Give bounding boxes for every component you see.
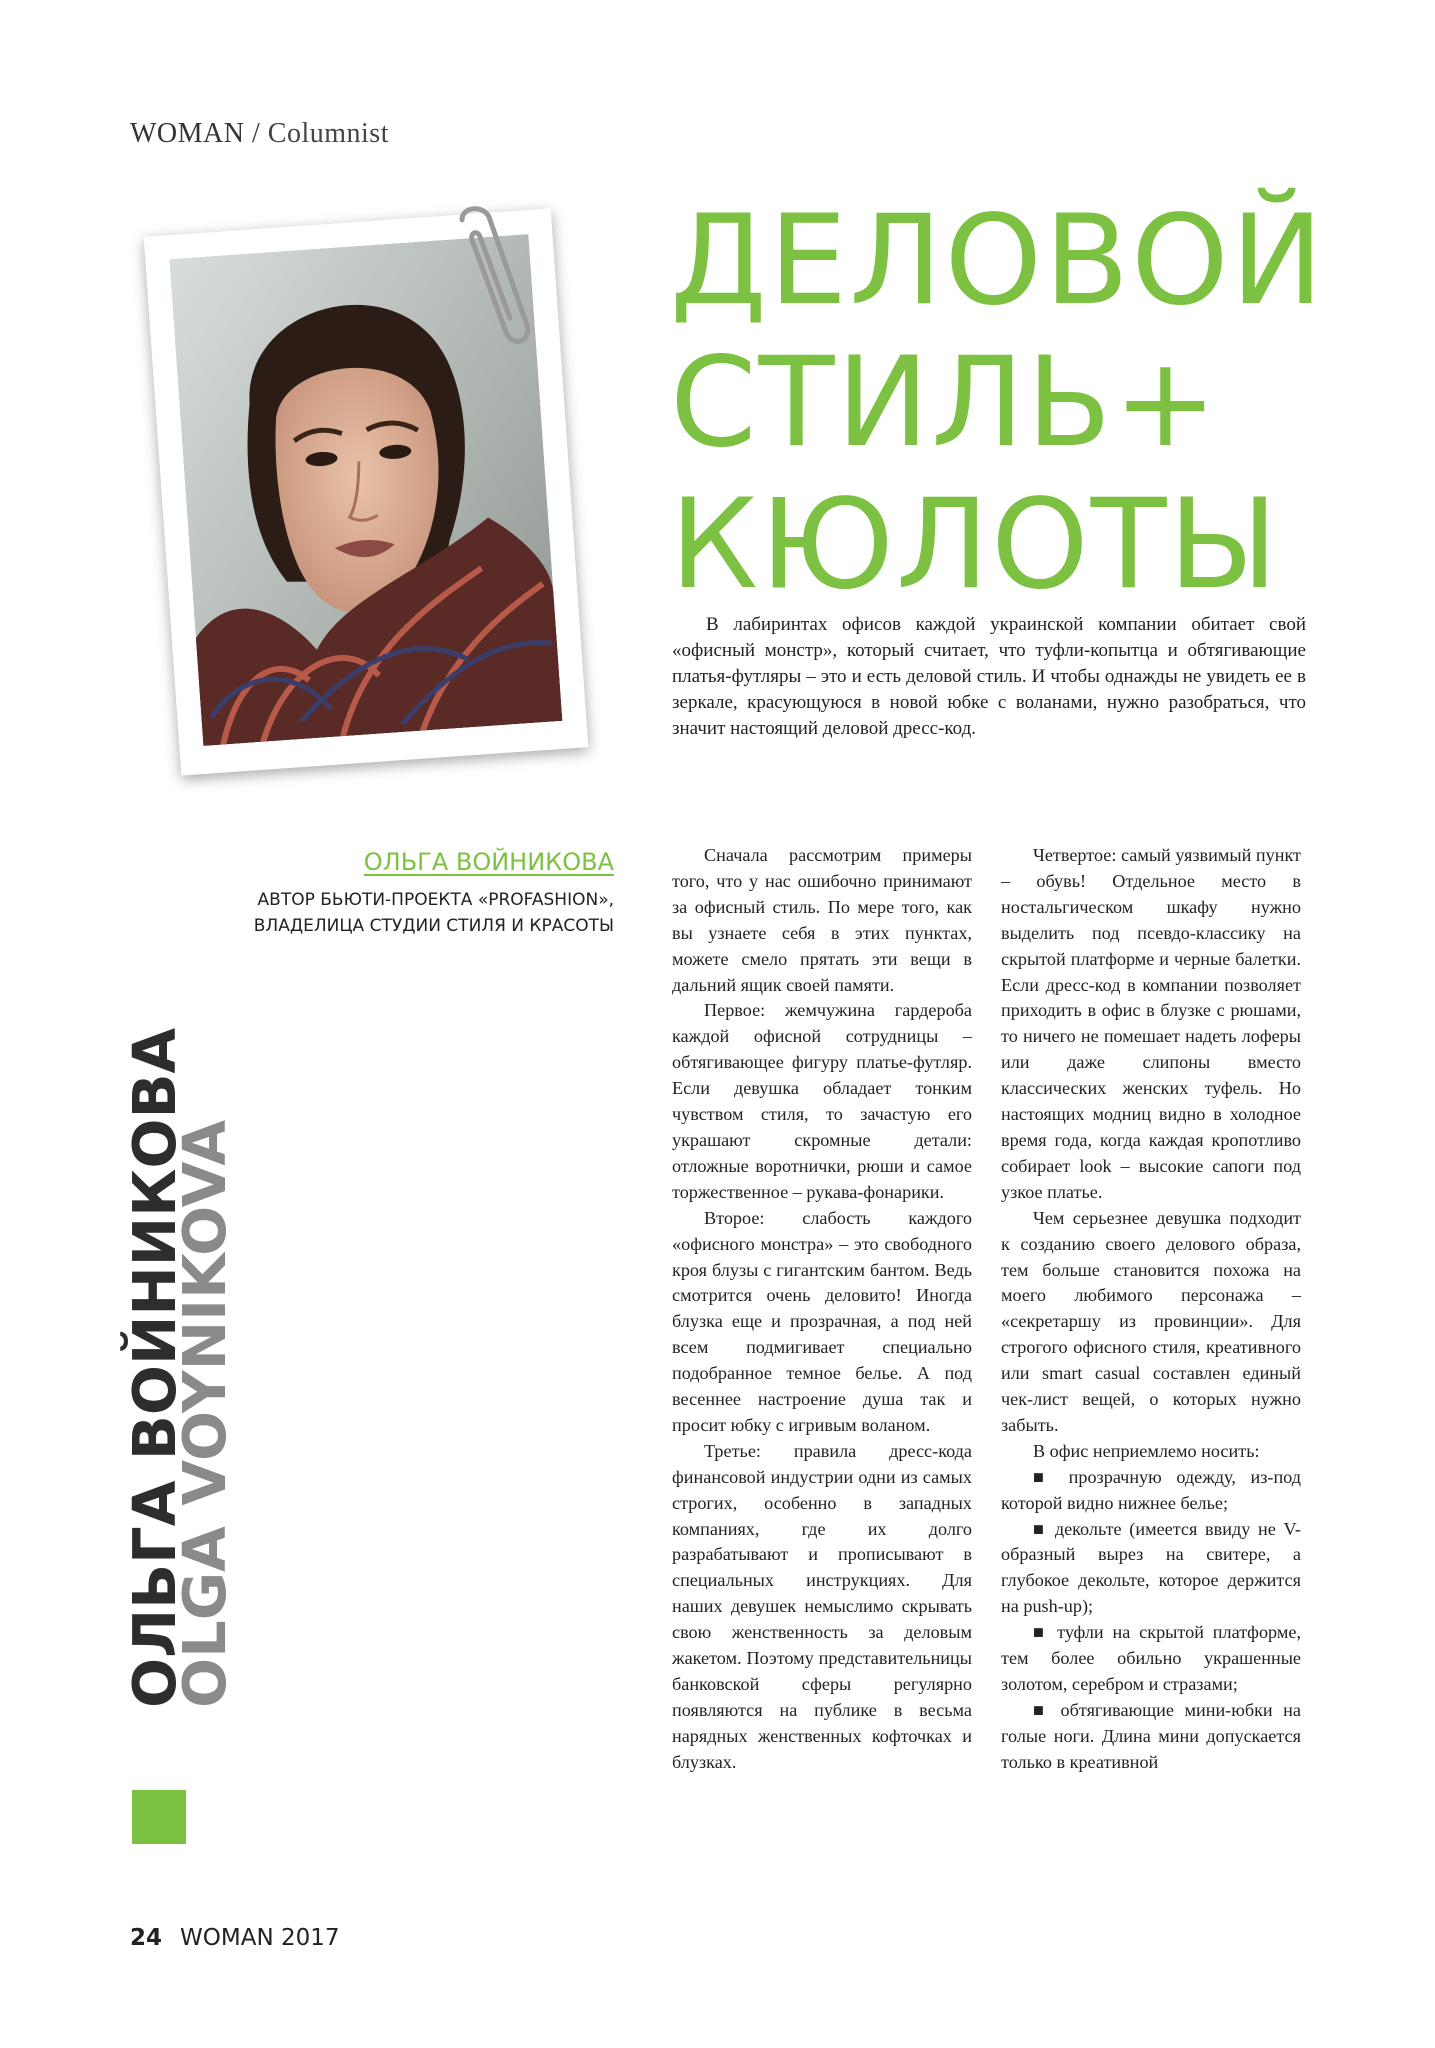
paragraph: Сначала рассмотрим примеры того, что у нас ошибочно принимают за офисный стиль. По мере того, как вы узнаете себя в этих пунктах, можете смело прятать эти вещи в дальний ящик своей памяти. xyxy=(672,845,972,995)
author-role xyxy=(174,887,614,939)
list-item: ■ прозрачную одежду, из-под которой видно нижнее белье; xyxy=(1001,1466,1301,1513)
list-item: ■ обтягивающие мини-юбки на голые ноги. Длина мини допускается только в креативной xyxy=(1001,1699,1301,1772)
title-line-2: СТИЛЬ+ xyxy=(670,331,1220,475)
title-line-3: КЮЛОТЫ xyxy=(670,473,1280,617)
list-item: ■ туфли на скрытой платформе, тем более обильно украшенные золотом, серебром и стразами; xyxy=(1001,1622,1301,1694)
paragraph: Четвертое: самый уязвимый пункт – обувь! Отдельное место в ностальгическом шкафу нужно выделить под псевдо-классику на скрытой платформе и черные балетки. Если дресс-код в компании позволяет приходить в офис в блузке с рюшами, то ничего не помешает надеть лоферы или даже слипоны вместо классических женских туфель. Но настоящих модниц видно в холодное время года, когда каждая кропотливо собирает look – высокие сапоги под узкое платье. xyxy=(1001,845,1301,1202)
paragraph: Третье: правила дресс-кода финансовой индустрии одни из самых строгих, особенно в западных компаниях, где их долго разрабатывают и прописывают в специальных инструкциях. Для наших девушек немыслимо скрывать свою женственность за деловым жакетом. Поэтому представительницы банковской сферы регулярно появляются на публике в весьма нарядных женственных кофточках и блузках. xyxy=(672,1440,972,1772)
vertical-author-name xyxy=(120,1027,239,1708)
magazine-issue: WOMAN 2017 xyxy=(180,1925,340,1951)
vertical-name-en: OLGA VOYNIKOVA xyxy=(170,1119,239,1708)
paragraph: Чем серьезнее девушка подходит к созданию своего делового образа, тем больше становится похожа на моего любимого персонажа – «секретаршу из провинции». Для строгого офисного стиля, креативного или smart casual составлен единый чек-лист вещей, о которых нужно забыть. xyxy=(1001,1207,1301,1435)
vertical-name-ru: ОЛЬГА ВОЙНИКОВА xyxy=(120,1027,189,1708)
author-role-line-1: АВТОР БЬЮТИ-ПРОЕКТА «PROFASHION», xyxy=(257,890,614,910)
page-number: 24 xyxy=(130,1925,163,1951)
author-role-line-2: ВЛАДЕЛИЦА СТУДИИ СТИЛЯ И КРАСОТЫ xyxy=(253,916,614,936)
article-column-2 xyxy=(1001,843,1301,1776)
paragraph: В офис неприемлемо носить: xyxy=(1033,1440,1260,1461)
paragraph: Второе: слабость каждого «офисного монстра» – это свободного кроя блузы с гигантским бантом. Ведь смотрится очень деловито! Иногда блузка еще и прозрачная, а под ней всем подмигивает специально подобранное темное белье. А под весеннее настроение душа так и просит юбку с игривым воланом. xyxy=(672,1207,972,1435)
green-square-decoration xyxy=(132,1790,186,1844)
paperclip-icon xyxy=(432,200,542,350)
section-category: Columnist xyxy=(267,118,389,149)
section-separator: / xyxy=(244,118,268,149)
article-column-1 xyxy=(672,843,972,1776)
list-item: ■ декольте (имеется ввиду не V-образный вырез на свитере, а глубокое декольте, которое держится на push-up); xyxy=(1001,1518,1301,1617)
article-lead: В лабиринтах офисов каждой украинской компании обитает свой «офисный монстр», который считает, что туфли-копытца и обтягивающие платья-футляры – это и есть деловой стиль. И чтобы однажды не увидеть ее в зеркале, красующуюся в новой юбке с воланами, нужно разобраться, что значит настоящий деловой дресс-код. xyxy=(672,614,1306,739)
paragraph: Первое: жемчужина гардероба каждой офисной сотрудницы – обтягивающее фигуру платье-футляр. Если девушка обладает тонким чувством стиля, то зачастую его украшают скромные детали: отложные воротнички, рюши и самое торжественное – рукава-фонарики. xyxy=(672,1000,972,1202)
section-header xyxy=(130,118,389,150)
section-name: WOMAN xyxy=(130,118,245,149)
article-title xyxy=(670,190,1326,616)
page-footer xyxy=(130,1925,340,1951)
author-name: ОЛЬГА ВОЙНИКОВА xyxy=(363,848,614,876)
title-line-1: ДЕЛОВОЙ xyxy=(670,189,1326,333)
